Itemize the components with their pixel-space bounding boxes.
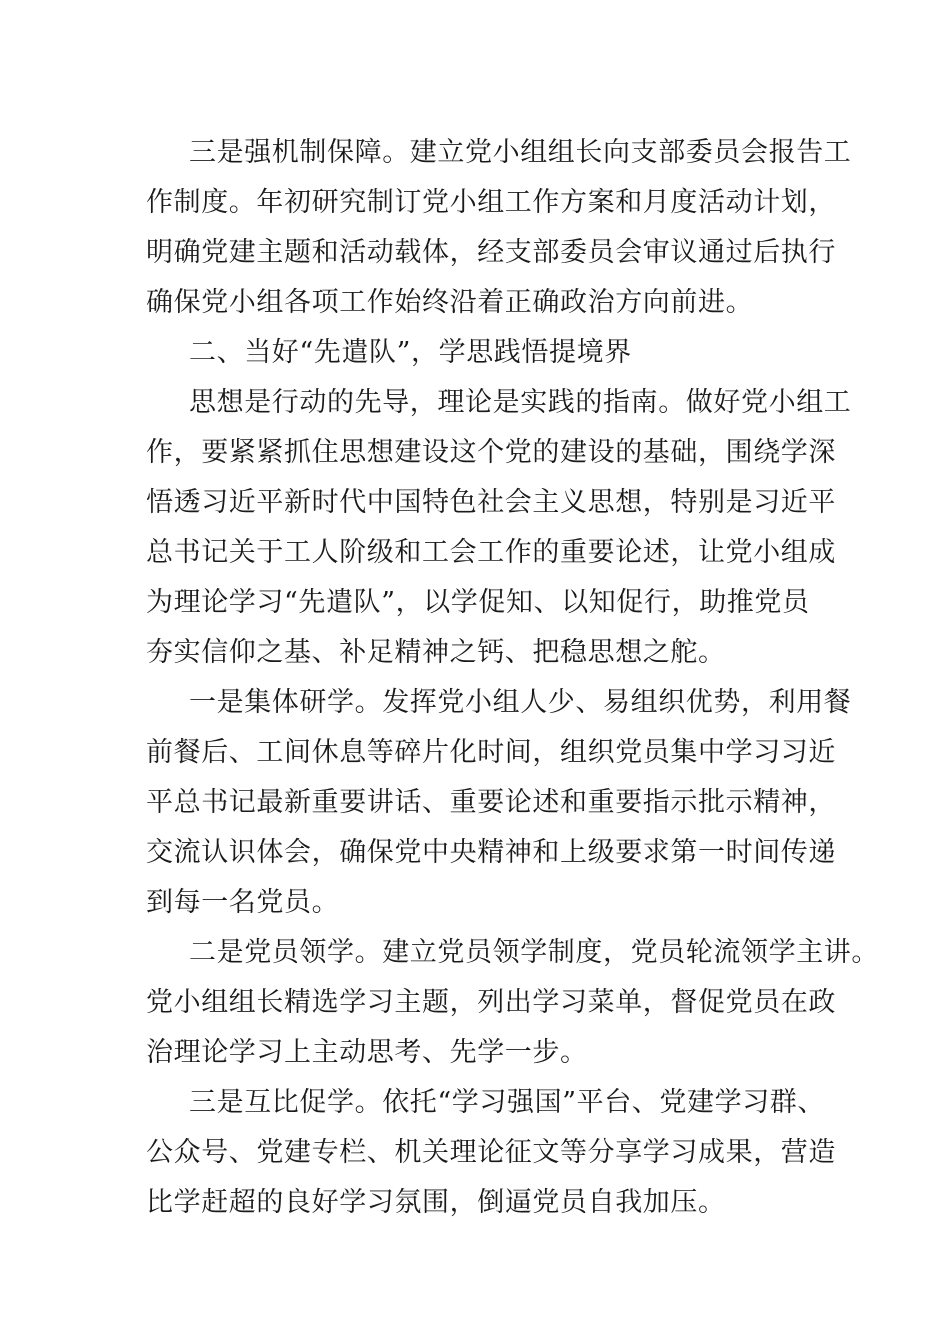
paragraph-line: 总书记关于工人阶级和工会工作的重要论述，让党小组成 [146, 537, 836, 568]
paragraph-line: 确保党小组各项工作始终沿着正确政治方向前进。 [146, 287, 754, 318]
paragraph-line: 三是强机制保障。建立党小组组长向支部委员会报告工 [189, 137, 852, 168]
paragraph-line: 为理论学习“先遣队”，以学促知、以知促行，助推党员 [146, 587, 810, 618]
paragraph-line: 党小组组长精选学习主题，列出学习菜单，督促党员在政 [146, 987, 836, 1018]
paragraph-line: 到每一名党员。 [146, 887, 340, 918]
paragraph-line: 作制度。年初研究制订党小组工作方案和月度活动计划， [146, 187, 836, 218]
paragraph-line: 思想是行动的先导，理论是实践的指南。做好党小组工 [189, 387, 852, 418]
paragraph-line: 一是集体研学。发挥党小组人少、易组织优势，利用餐 [189, 687, 852, 718]
paragraph-line: 二是党员领学。建立党员领学制度，党员轮流领学主讲。 [189, 937, 879, 968]
section-heading: 二、当好“先遣队”，学思践悟提境界 [189, 337, 632, 368]
paragraph-line: 悟透习近平新时代中国特色社会主义思想，特别是习近平 [146, 487, 836, 518]
paragraph-line: 公众号、党建专栏、机关理论征文等分享学习成果，营造 [146, 1137, 836, 1168]
paragraph-line: 作，要紧紧抓住思想建设这个党的建设的基础，围绕学深 [146, 437, 836, 468]
paragraph-line: 交流认识体会，确保党中央精神和上级要求第一时间传递 [146, 837, 836, 868]
paragraph-line: 治理论学习上主动思考、先学一步。 [146, 1037, 588, 1068]
paragraph-line: 明确党建主题和活动载体，经支部委员会审议通过后执行 [146, 237, 836, 268]
paragraph-line: 平总书记最新重要讲话、重要论述和重要指示批示精神， [146, 787, 836, 818]
paragraph-line: 比学赶超的良好学习氛围，倒逼党员自我加压。 [146, 1187, 726, 1218]
paragraph-line: 夯实信仰之基、补足精神之钙、把稳思想之舵。 [146, 637, 726, 668]
paragraph-line: 三是互比促学。依托“学习强国”平台、党建学习群、 [189, 1087, 826, 1118]
paragraph-line: 前餐后、工间休息等碎片化时间，组织党员集中学习习近 [146, 737, 836, 768]
